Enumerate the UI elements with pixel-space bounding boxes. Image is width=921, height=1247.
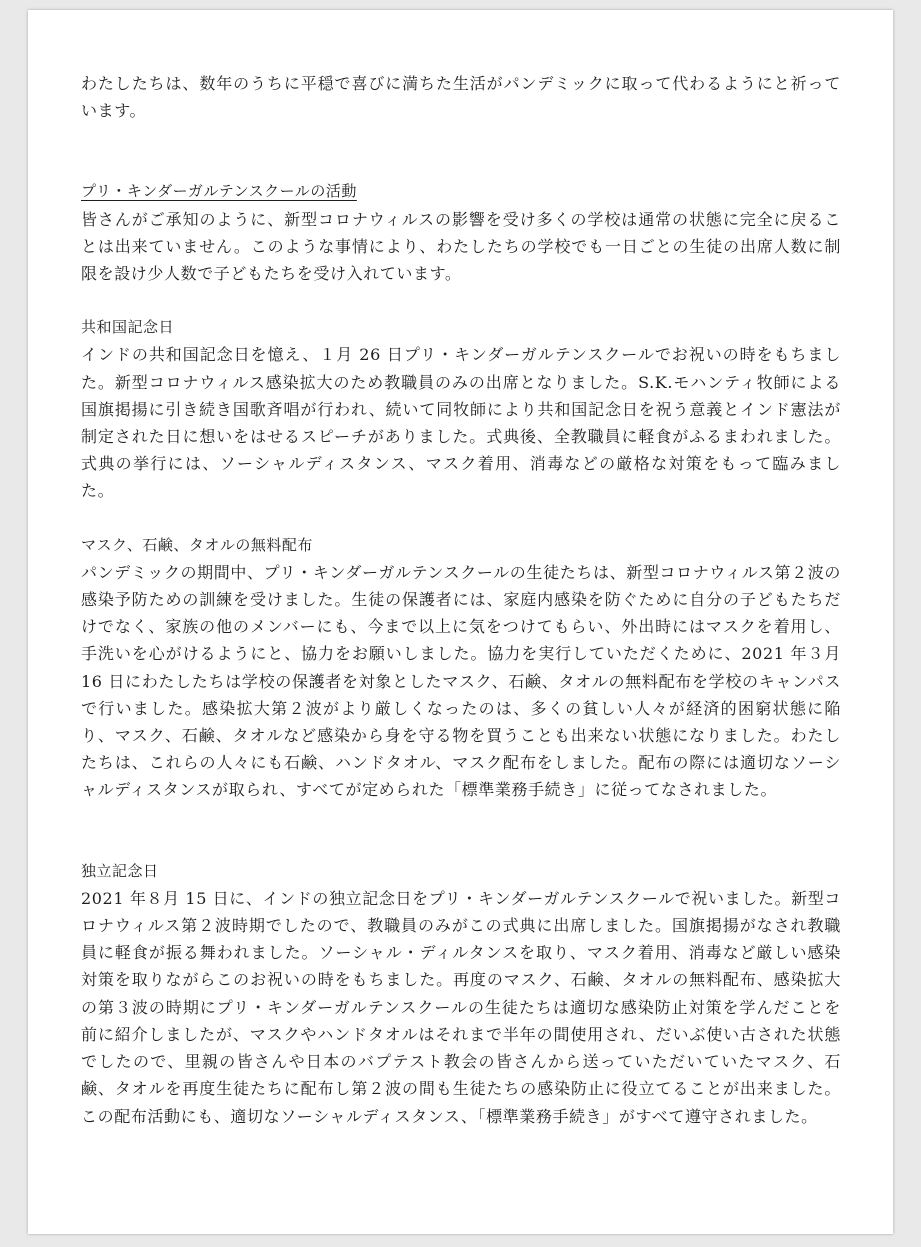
section-body-independence-day: 2021 年８月 15 日に、インドの独立記念日をプリ・キンダーガルテンスクールで祝いました。新型コロナウィルス第２波時期でしたので、教職員のみがこの式典に出席しました。国旗掲揚がなされ教職員に軽食が振る舞われました。ソーシャル・ディルタンスを取り、マスク着用、消毒など厳しい感染対策を取りながらこのお祝いの時をもちました。再度のマスク、石鹸、タオルの無料配布、感染拡大の第３波の時期にプリ・キンダーガルテンスクールの生徒たちは適切な感染防止対策を学んだことを前に紹介しましたが、マスクやハンドタオルはそれまで半年の間使用され、だいぶ使い古された状態でしたので、里親の皆さんや日本のバプテスト教会の皆さんから送っていただいていたマスク、石鹸、タオルを再度生徒たちに配布し第２波の間も生徒たちの感染防止に役立てることが出来ました。この配布活動にも、適切なソーシャルディスタンス、「標準業務手続き」がすべて遵守されました。 xyxy=(81,888,841,1126)
section-body-republic-day: インドの共和国記念日を憶え、１月 26 日プリ・キンダーガルテンスクールでお祝いの時をもちました。新型コロナウィルス感染拡大のため教職員のみの出席となりました。S.K.モハンティ牧師による国旗掲揚に引き続き国歌斉唱が行われ、続いて同牧師により共和国記念日を祝う意義とインド憲法が制定された日に想いをはせるスピーチがありました。式典後、全教職員に軽食がふるまわれました。式典の挙行には、ソーシャルディスタンス、マスク着用、消毒などの厳格な対策をもって臨みました。 xyxy=(81,345,841,501)
section-heading-free-distribution: マスク、石鹸、タオルの無料配布 xyxy=(81,535,313,554)
spacer xyxy=(81,287,841,314)
intro-paragraph: わたしたちは、数年のうちに平穏で喜びに満ちた生活がパンデミックに取って代わるようにと祈っています。 xyxy=(81,74,841,121)
spacer xyxy=(81,505,841,532)
section-heading-independence-day: 独立記念日 xyxy=(81,861,159,880)
section-heading-republic-day: 共和国記念日 xyxy=(81,318,175,337)
document-page xyxy=(28,10,893,1234)
spacer xyxy=(81,124,841,178)
section-heading-activities: プリ・キンダーガルテンスクールの活動 xyxy=(81,182,357,201)
document-content xyxy=(81,70,841,1130)
spacer xyxy=(81,804,841,858)
section-body-activities: 皆さんがご承知のように、新型コロナウィルスの影響を受け多くの学校は通常の状態に完全に戻ることは出来ていません。このような事情により、わたしたちの学校でも一日ごとの生徒の出席人数に制限を設け少人数で子どもたちを受け入れています。 xyxy=(81,209,841,284)
section-body-free-distribution: パンデミックの期間中、プリ・キンダーガルテンスクールの生徒たちは、新型コロナウィルス第２波の感染予防ための訓練を受けました。生徒の保護者には、家庭内感染を防ぐために自分の子どもたちだけでなく、家族の他のメンバーにも、今まで以上に気をつけてもらい、外出時にはマスクを着用し、手洗いを心がけるようにと、協力をお願いしました。協力を実行していただくために、2021 年３月 16 日にわたしたちは学校の保護者を対象としたマスク、石鹸、タオルの無料配布を学校のキャンパスで行いました。感染拡大第２波がより厳しくなったのは、多くの貧しい人々が経済的困窮状態に陥り、マスク、石鹸、タオルなど感染から身を守る物を買うことも出来ない状態になりました。わたしたちは、これらの人々にも石鹸、ハンドタオル、マスク配布をしました。配布の際には適切なソーシャルディスタンスが取られ、すべてが定められた「標準業務手続き」に従ってなされました。 xyxy=(81,562,841,800)
